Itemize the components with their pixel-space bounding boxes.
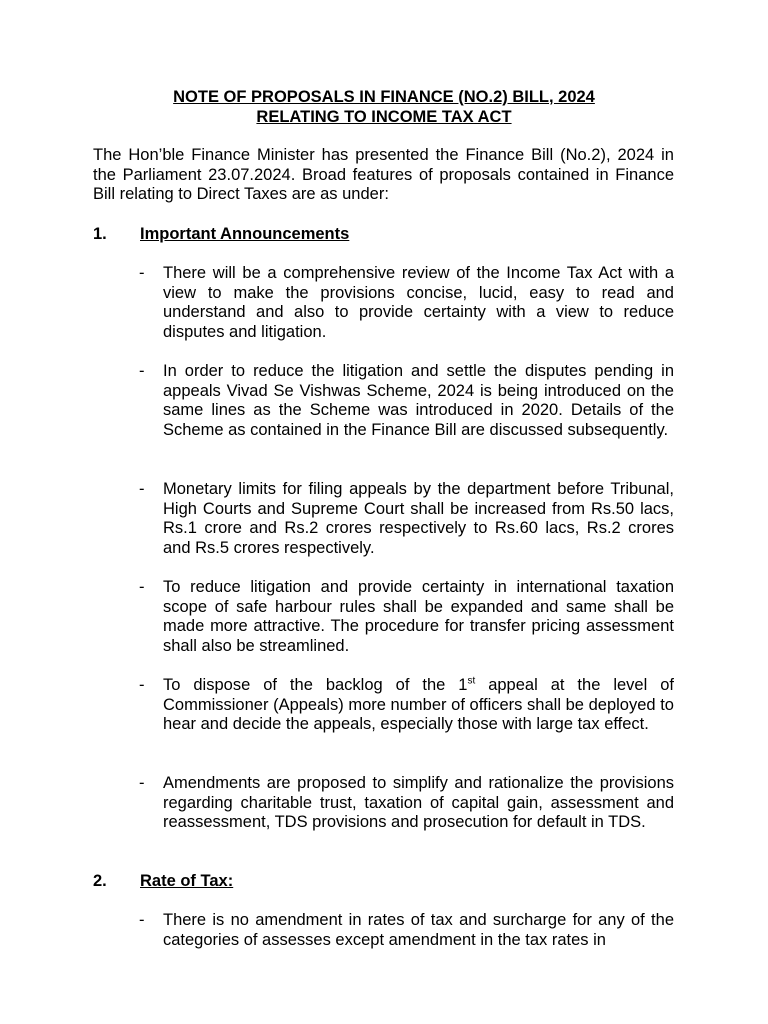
section-title: Rate of Tax: — [140, 872, 234, 890]
list-item-text: Monetary limits for filing appeals by the department before Tribunal, High Courts and Supreme Court shall be increased from Rs.50 lacs, Rs.1 crore and Rs.2 crores respectively to Rs.60 lacs, Rs.2 crores and Rs.5 crores respectively. — [163, 480, 674, 557]
bullet-dash: - — [139, 362, 145, 380]
list-item — [139, 264, 674, 342]
list-item-text-start: To dispose of the backlog of the 1 — [163, 676, 468, 694]
list-item — [139, 911, 674, 950]
bullet-dash: - — [139, 911, 145, 929]
list-item-text: There is no amendment in rates of tax and surcharge for any of the categories of assesses except amendment in the tax rates in — [163, 911, 674, 949]
list-item — [139, 578, 674, 656]
bullet-dash: - — [139, 676, 145, 694]
bullet-dash: - — [139, 774, 145, 792]
list-item-text: There will be a comprehensive review of the Income Tax Act with a view to make the provisions concise, lucid, easy to read and understand and also to provide certainty with a view to reduce disputes and litigation. — [163, 264, 674, 341]
document-title: NOTE OF PROPOSALS IN FINANCE (NO.2) BILL, 2024 — [173, 88, 595, 106]
section-number: 1. — [93, 225, 107, 243]
section-title: Important Announcements — [140, 225, 350, 243]
intro-paragraph: The Hon’ble Finance Minister has presented the Finance Bill (No.2), 2024 in the Parliament 23.07.2024. Broad features of proposals contained in Finance Bill relating to Direct Taxes are as under: — [93, 146, 674, 204]
list-item-text: In order to reduce the litigation and settle the disputes pending in appeals Vivad Se Vishwas Scheme, 2024 is being introduced on the same lines as the Scheme was introduced in 2020. Details of the Scheme as contained in the Finance Bill are discussed subsequently. — [163, 362, 674, 439]
bullet-dash: - — [139, 578, 145, 596]
list-item-text: Amendments are proposed to simplify and rationalize the provisions regarding charitable trust, taxation of capital gain, assessment and reassessment, TDS provisions and prosecution for default in TDS. — [163, 774, 674, 832]
list-item — [139, 774, 674, 833]
list-item — [139, 480, 674, 558]
list-item-text — [163, 676, 674, 735]
list-item — [139, 362, 674, 440]
ordinal-superscript: st — [467, 675, 476, 687]
list-item — [139, 676, 674, 735]
section-number: 2. — [93, 872, 107, 890]
bullet-dash: - — [139, 264, 145, 282]
list-item-text-end: appeal at the level of Commissioner (Appeals) more number of officers shall be deployed to hear and decide the appeals, especially those with large tax effect. — [163, 676, 674, 734]
list-item-text: To reduce litigation and provide certainty in international taxation scope of safe harbour rules shall be expanded and same shall be made more attractive. The procedure for transfer pricing assessment shall also be streamlined. — [163, 578, 674, 655]
bullet-dash: - — [139, 480, 145, 498]
document-subtitle: RELATING TO INCOME TAX ACT — [256, 108, 512, 126]
